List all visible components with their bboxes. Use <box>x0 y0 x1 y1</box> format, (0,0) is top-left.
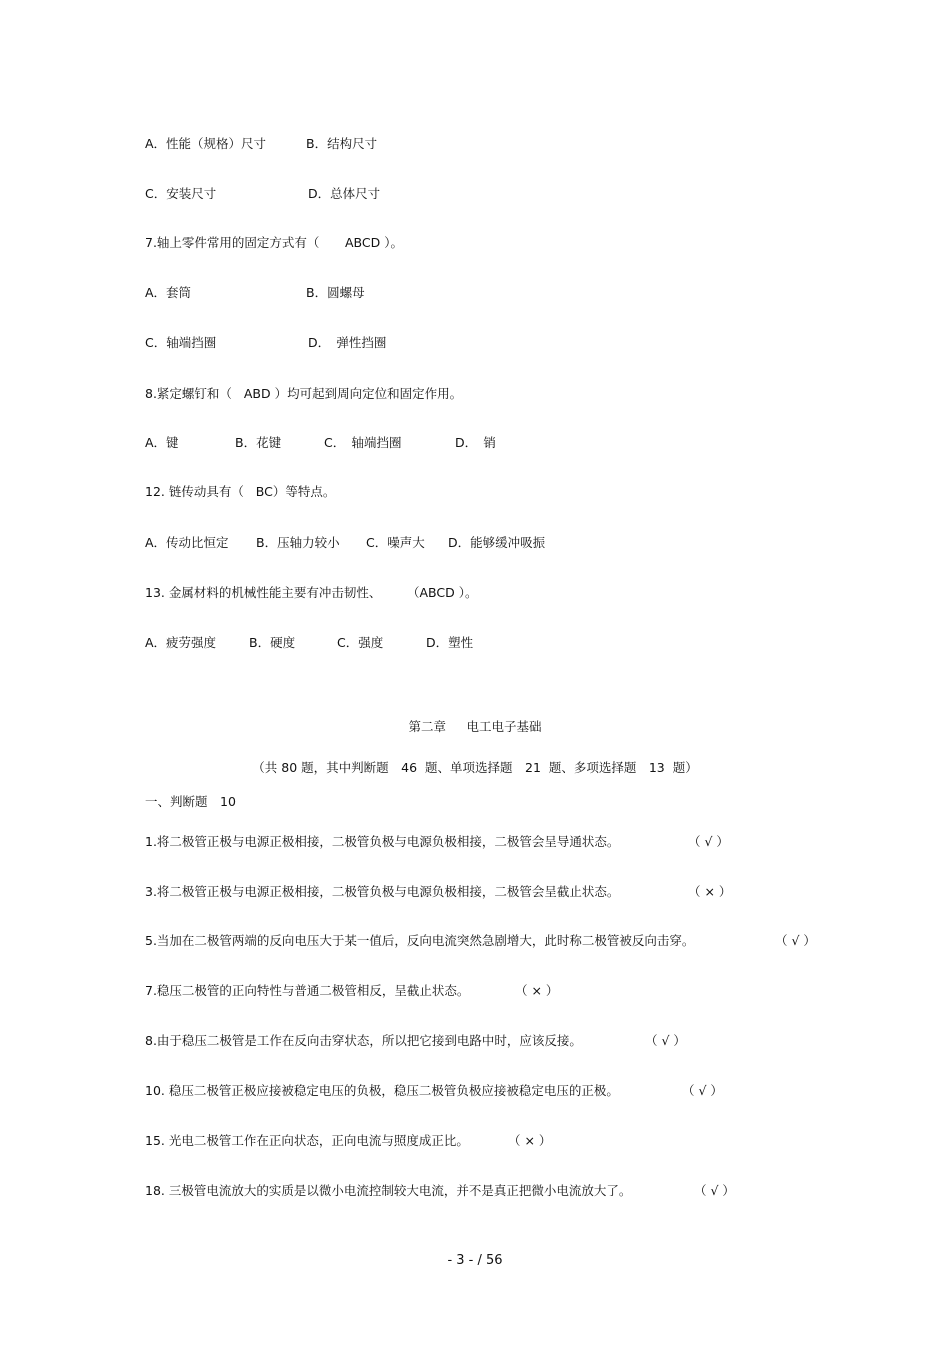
q7-options-ab <box>145 285 365 333</box>
judgment-text: 7.稳压二极管的正向特性与普通二极管相反，呈截止状态。 <box>145 983 470 998</box>
section-heading: 一、判断题 10 <box>145 794 236 809</box>
question-7 <box>145 235 403 283</box>
judgment-text: 8.由于稳压二极管是工作在反向击穿状态，所以把它接到电路中时，应该反接。 <box>145 1033 582 1048</box>
option-c: C．安装尺寸 <box>145 186 217 201</box>
question-text: 7.轴上零件常用的固定方式有（ <box>145 235 320 250</box>
option-b: B．硬度 <box>249 635 296 650</box>
judgment-item <box>145 1033 686 1081</box>
judgment-item <box>145 884 732 932</box>
option-d: D． 弹性挡圈 <box>308 335 387 350</box>
judgment-mark: （ √ ） <box>775 933 816 948</box>
judgment-text: 15. 光电二极管工作在正向状态，正向电流与照度成正比。 <box>145 1133 469 1148</box>
judgment-text: 3.将二极管正极与电源正极相接，二极管负极与电源负极相接，二极管会呈截止状态。 <box>145 884 620 899</box>
q13-options <box>145 635 474 715</box>
option-c: C．轴端挡圈 <box>145 335 217 350</box>
q6-options-cd <box>145 186 381 234</box>
question-13 <box>145 585 478 633</box>
chapter-subtitle: （共 80 题，其中判断题 46 题、单项选择题 21 题、多项选择题 13 题） <box>252 760 698 775</box>
judgment-mark: （ √ ） <box>694 1183 735 1198</box>
option-a: A．套筒 <box>145 285 192 300</box>
chapter-title: 第二章 电工电子基础 <box>408 719 542 734</box>
judgment-mark: （ √ ） <box>688 834 729 849</box>
judgment-text: 5.当加在二极管两端的反向电压大于某一值后，反向电流突然急剧增大，此时称二极管被反向击穿。 <box>145 933 695 948</box>
q6-options-ab <box>145 136 378 184</box>
judgment-mark: （ × ） <box>515 983 559 998</box>
option-c: C．强度 <box>337 635 384 650</box>
question-12: 12. 链传动具有（ BC）等特点。 <box>145 484 336 499</box>
option-b: B．结构尺寸 <box>306 136 378 151</box>
option-d: D．能够缓冲吸振 <box>448 535 546 550</box>
option-d: D． 销 <box>455 435 496 450</box>
judgment-item <box>145 1083 723 1131</box>
option-b: B．压轴力较小 <box>256 535 340 550</box>
judgment-text: 1.将二极管正极与电源正极相接，二极管负极与电源负极相接，二极管会呈导通状态。 <box>145 834 620 849</box>
judgment-item <box>145 933 816 981</box>
option-c: C． 轴端挡圈 <box>324 435 402 450</box>
option-b: B．花键 <box>235 435 282 450</box>
judgment-mark: （ × ） <box>508 1133 552 1148</box>
option-a: A．性能（规格）尺寸 <box>145 136 267 151</box>
question-text: 13. 金属材料的机械性能主要有冲击韧性、 <box>145 585 382 600</box>
judgment-item <box>145 1133 552 1181</box>
option-a: A．传动比恒定 <box>145 535 229 550</box>
option-a: A．疲劳强度 <box>145 635 217 650</box>
judgment-item <box>145 983 559 1031</box>
option-b: B．圆螺母 <box>306 285 365 300</box>
option-d: D．塑性 <box>426 635 474 650</box>
judgment-item <box>145 834 729 882</box>
judgment-text: 10. 稳压二极管正极应接被稳定电压的负极，稳压二极管负极应接被稳定电压的正极。 <box>145 1083 619 1098</box>
question-answer: ABCD ）。 <box>345 235 403 250</box>
judgment-item <box>145 1183 735 1231</box>
judgment-mark: （ √ ） <box>645 1033 686 1048</box>
option-a: A．键 <box>145 435 179 450</box>
judgment-text: 18. 三极管电流放大的实质是以微小电流控制较大电流，并不是真正把微小电流放大了。 <box>145 1183 632 1198</box>
judgment-mark: （ × ） <box>688 884 732 899</box>
question-answer: （ABCD ）。 <box>407 585 478 600</box>
option-d: D．总体尺寸 <box>308 186 381 201</box>
page-number: - 3 - / 56 <box>447 1253 503 1268</box>
judgment-mark: （ √ ） <box>682 1083 723 1098</box>
question-8: 8.紧定螺钉和（ ABD ）均可起到周向定位和固定作用。 <box>145 386 463 401</box>
option-c: C．噪声大 <box>366 535 425 550</box>
q7-options-cd <box>145 335 387 383</box>
